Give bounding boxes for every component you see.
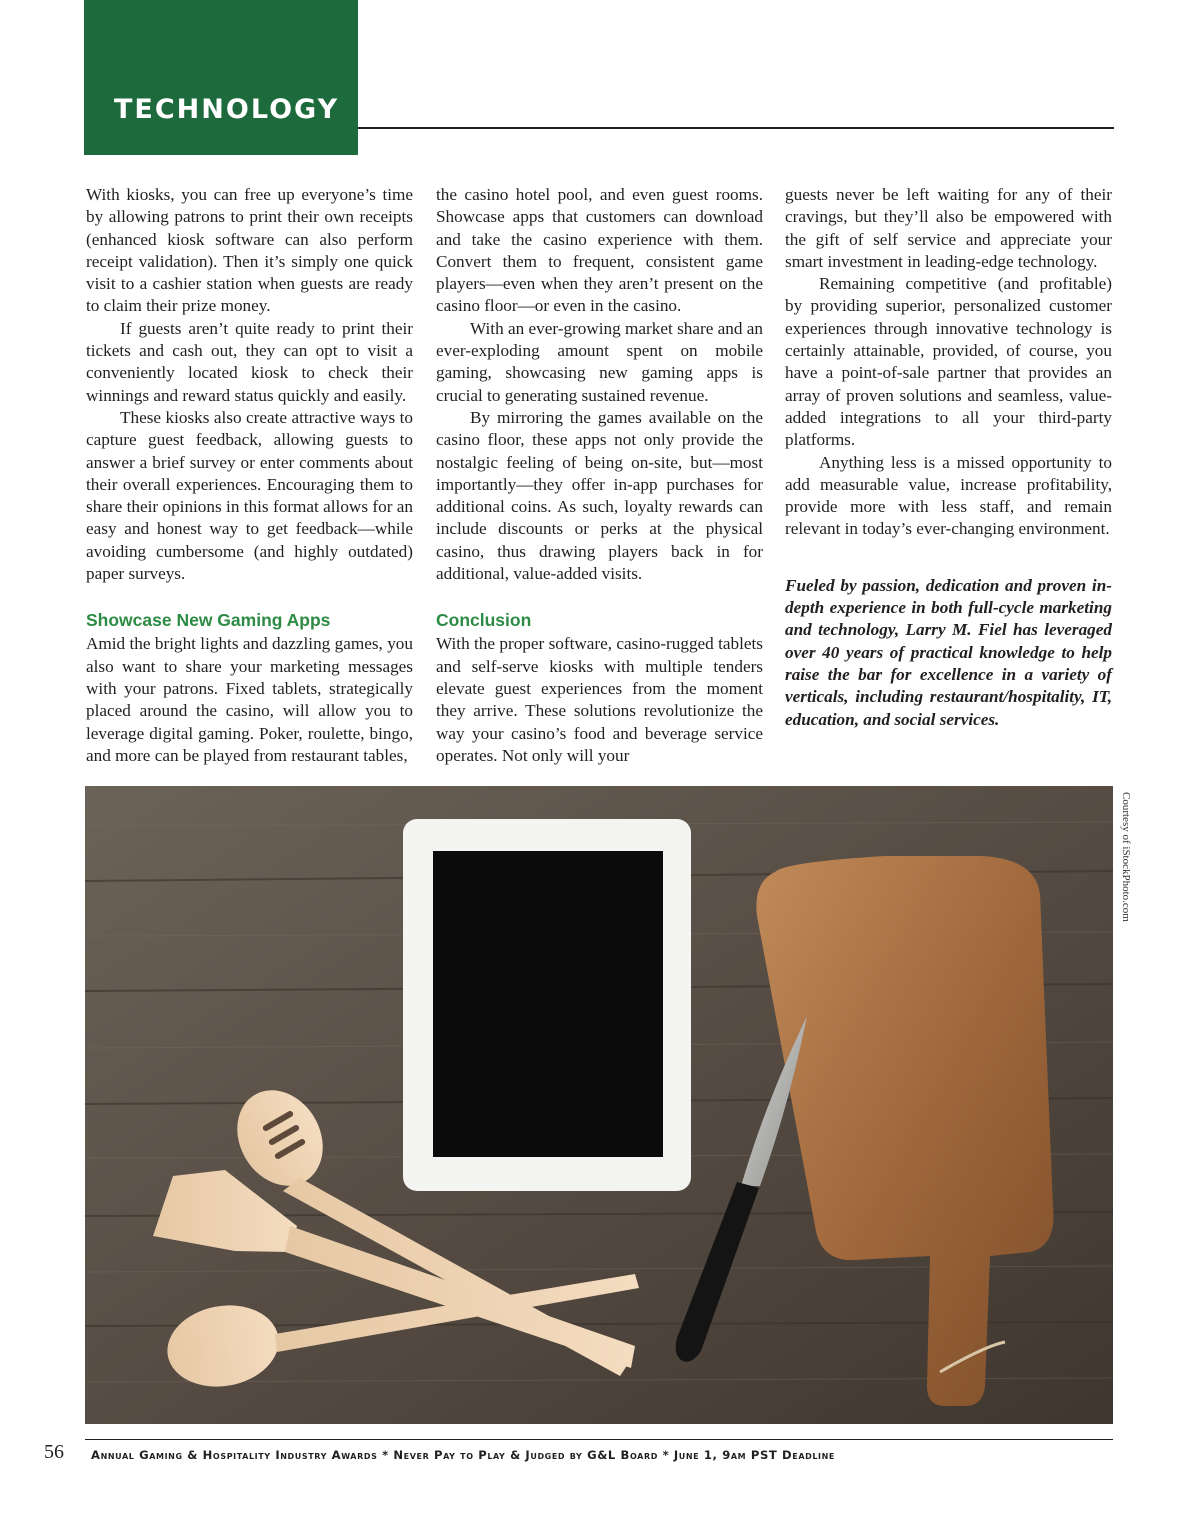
body-paragraph: Anything less is a missed opportunity to add measurable value, increase profitability, provide more with less staff, and remain relevant in today’s ever-changing environment. [785, 452, 1112, 539]
article-photo [85, 786, 1113, 1424]
section-tab [84, 0, 358, 155]
section-heading: Conclusion [436, 610, 532, 631]
body-paragraph: With kiosks, you can free up everyone’s time by allowing patrons to print their own receipts (enhanced kiosk software can also perform receipt validation). Then it’s simply one quick visit to a cashier station when guests are ready to claim their prize money. [86, 185, 413, 316]
body-paragraph: the casino hotel pool, and even guest rooms. Showcase apps that customers can download and take the casino experience with them. Convert them to frequent, consistent game players—even when they aren’t present on the casino floor—or even in the casino. [436, 185, 763, 316]
section-heading: Showcase New Gaming Apps [86, 610, 331, 631]
section-label: TECHNOLOGY [114, 94, 340, 125]
body-paragraph: With an ever-growing market share and an ever-exploding amount spent on mobile gaming, showcasing new gaming apps is crucial to generating sustained revenue. [436, 318, 763, 405]
body-paragraph: By mirroring the games available on the casino floor, these apps not only provide the nostalgic feeling of being on-site, but—most importantly—they offer in-app purchases for additional coins. As such, loyalty rewards can include discounts or perks at the physical casino, thus drawing players back in for additional, value-added visits. [436, 407, 763, 584]
footer-rule [85, 1439, 1113, 1440]
body-paragraph: guests never be left waiting for any of their cravings, but they’ll also be empowered with the gift of self service and appreciate your smart investment in leading-edge technology. [785, 185, 1112, 271]
header-rule [358, 127, 1114, 129]
body-paragraph: With the proper software, casino-rugged tablets and self-serve kiosks with multiple tenders elevate guest experiences from the moment they arrive. These solutions revolutionize the way your casino’s food and beverage service operates. Not only will your [436, 634, 763, 765]
body-paragraph: If guests aren’t quite ready to print their tickets and cash out, they can opt to visit a conveniently located kiosk to check their winnings and reward status quickly and easily. [86, 318, 413, 405]
footer-tagline: Annual Gaming & Hospitality Industry Awards * Never Pay to Play & Judged by G&L Board * June 1, 9am PST Deadline [91, 1448, 835, 1462]
body-paragraph: These kiosks also create attractive ways to capture guest feedback, allowing guests to answer a brief survey or enter comments about their overall experiences. Encouraging them to share their opinions in this format allows for an easy and honest way to get feedback—while avoiding cumbersome (and highly outdated) paper surveys. [86, 407, 413, 584]
photo-credit [1118, 792, 1132, 952]
photo-credit-text: Courtesy of iStockPhoto.com [1120, 792, 1132, 922]
article-column-3 [785, 184, 1112, 731]
page-number: 56 [44, 1441, 64, 1463]
article-column-1 [86, 184, 413, 767]
body-paragraph: Amid the bright lights and dazzling games, you also want to share your marketing messages with your patrons. Fixed tablets, strategically placed around the casino, will allow you to leverage digital gaming. Poker, roulette, bingo, and more can be played from restaurant tables, [86, 634, 413, 765]
article-column-2 [436, 184, 763, 767]
author-bio: Fueled by passion, dedication and proven in-depth experience in both full-cycle marketing and technology, Larry M. Fiel has leveraged over 40 years of practical knowledge to help raise the bar for excellence in a variety of verticals, including restaurant/hospitality, IT, education, and social services. [785, 575, 1112, 729]
body-paragraph: Remaining competitive (and profitable) by providing superior, personalized customer experiences through innovative technology is certainly attainable, provided, of course, you have a point-of-sale partner that provides an array of proven solutions and seamless, value-added integrations to all your third-party platforms. [785, 274, 1112, 450]
